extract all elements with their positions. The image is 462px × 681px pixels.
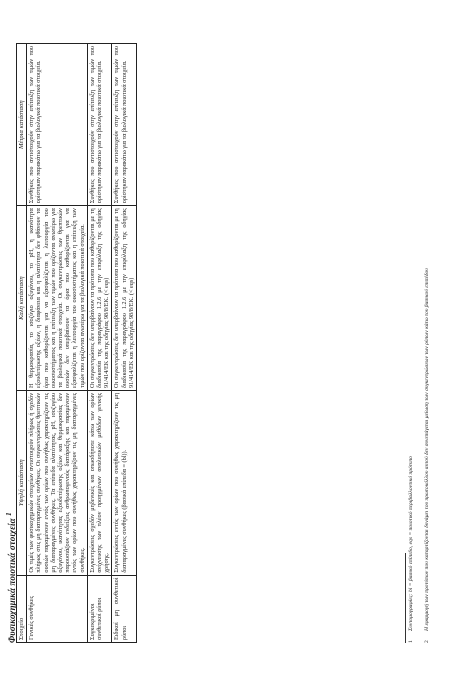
header-moderate-status: Μέτρια κατάσταση (17, 44, 27, 206)
footnote-marker: 2 (424, 640, 430, 643)
table-row (112, 44, 137, 643)
footnote-text: Η εφαρμογή των προτύπων που καταρτίζονται δυνάμει του πρωτοκόλλου αυτού δεν συνεπάγεται μείωση των συγκεντρώσεων των ρύπων κάτω του βασικού επιπέδου (424, 268, 430, 631)
row-moderate: Συνθήκες που αντιστοιχούν στην επίτευξη των τιμών που ορίστηκαν παρακάτω για τα βιολογικά ποιοτικά στοιχεία. (112, 44, 137, 206)
header-element: Στοιχείο (17, 575, 27, 642)
footnote-marker: 1 (408, 640, 414, 643)
row-element: Ειδικοί μη συνθετικοί ρύποι (112, 575, 137, 642)
row-element: Γενικές συνθήκες (27, 575, 88, 642)
table-row (87, 44, 112, 643)
row-moderate: Συνθήκες που αντιστοιχούν στην επίτευξη των τιμών που ορίστηκαν παρακάτω για τα βιολογικά ποιοτικά στοιχεία. (27, 44, 88, 206)
footnote-divider (405, 553, 406, 643)
quality-elements-table (16, 43, 137, 643)
row-good: Η θερμοκρασία, το ισοζύγιο οξυγόνου, το pH, η ικανότητα εξουδετέρωσης οξέων, η διαφάνεια και η αλατότητα δεν φθάνουν τα όρια που καθορίζονται για να εξασφαλίζεται η λειτουργία του οικοσυστήματος και η επίτευξη των τιμών που ορίζονται ανωτέρω για τα βιολογικά ποιοτικά στοιχεία. Οι συγκεντρώσεις των θρεπτικών ουσιών δεν υπερβαίνουν τα όρια που καθορίζονται για να εξασφαλίζεται η λειτουργία του οικοσυστήματος και η επίτευξη των τιμών που ορίζονται ανωτέρω για τα βιολογικά ποιοτικά στοιχεία. (27, 206, 88, 391)
footnote-text: Συντομογραφίες: bl = βασικό επίπεδο, eqs = ποιοτικό περιβαλλοντικό πρότυπο (408, 456, 414, 631)
header-high-status: Υψηλή κατάσταση (17, 390, 27, 575)
footnote-1 (408, 456, 415, 643)
row-high: Συγκεντρώσεις εντός των ορίων που συνήθως χαρακτηρίζουν τις μη διαταραγμένες συνθήκες (βασικά επίπεδα = (bl)). (112, 390, 137, 575)
header-good-status: Καλή κατάσταση (17, 206, 27, 391)
title-footnote-marker: 1 (4, 512, 13, 516)
row-element: Συγκεκριμένοι συνθετικοί ρύποι (87, 575, 112, 642)
row-high: Συγκεντρώσεις σχεδόν μηδενικές και οπωσδήποτε κάτω των ορίων ανίχνευσης των πλέον προηγμένων αναλυτικών μεθόδων γενικής χρήσης. (87, 390, 112, 575)
table-row (27, 44, 88, 643)
row-good: Οι συγκεντρώσεις δεν υπερβαίνουν τα πρότυπα που καθορίζονται με τη διαδικασία της παραγράφου 1.2.6 με την επιφύλαξη της οδηγίας 91/414/ΕΚ και της οδηγίας 98/8/ΕΚ. (< eqs) (87, 206, 112, 391)
page-title: Φυσικοχημικά ποιοτικά στοιχεία $^1$ (4, 512, 17, 643)
table-header-row (17, 44, 27, 643)
row-good: Οι συγκεντρώσεις δεν υπερβαίνουν τα πρότυπα που καθορίζονται με τη διαδικασία της παραγράφου 1.2.6 με την επιφύλαξη της οδηγίας 91/414/ΕΚ και της οδηγίας 98/8/ΕΚ. (< eqs) (112, 206, 137, 391)
footnote-2 (424, 268, 431, 643)
row-moderate: Συνθήκες που αντιστοιχούν στην επίτευξη των τιμών που ορίστηκαν παρακάτω για τα βιολογικά ποιοτικά στοιχεία. (87, 44, 112, 206)
row-high: Οι τιμές των φυσικοχημικών στοιχείων αντιστοιχούν πλήρως ή σχεδόν πλήρως στις μη διαταραγμένες συνθήκες. Οι συγκεντρώσεις θρεπτικών ουσιών παραμένουν εντός των ορίων που συνήθως χαρακτηρίζουν τις μη διαταραγμένες συνθήκες. Τα επίπεδα αλατότητας, pH, ισοζυγίου οξυγόνου, ικανότητας εξουδετέρωσης οξέων και θερμοκρασίας δεν παρουσιάζουν ενδείξεις ανθρωπογενούς διατάραξης και παραμένουν εντός των ορίων που συνήθως χαρακτηρίζουν τις μη διαταραγμένες συνθήκες. (27, 390, 88, 575)
